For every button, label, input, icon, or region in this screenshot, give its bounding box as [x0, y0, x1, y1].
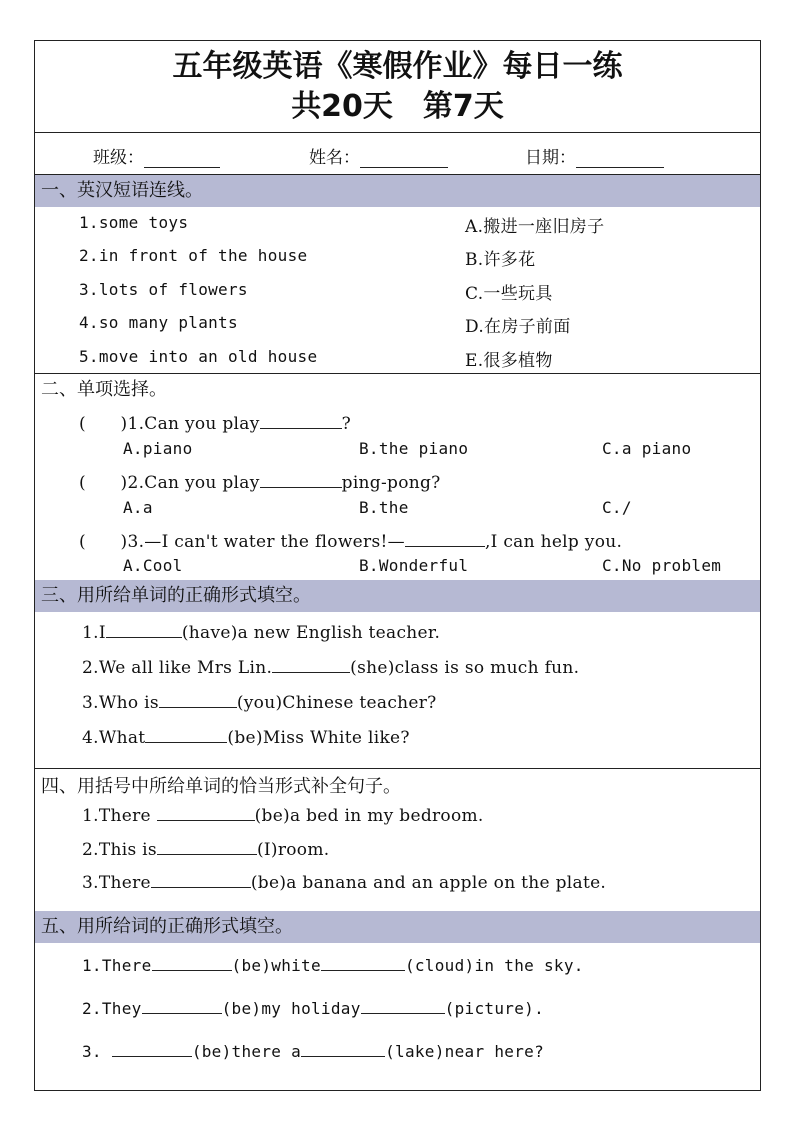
answer-blank[interactable]: [151, 873, 251, 888]
date-blank[interactable]: [576, 151, 664, 168]
answer-blank[interactable]: [361, 999, 445, 1014]
fill-question-3: [82, 873, 606, 893]
question-text: (be)my holiday: [221, 999, 361, 1018]
fill-question-2: [82, 658, 579, 678]
question-text: (be)Miss White like?: [227, 728, 410, 748]
fill-question-2: [82, 840, 329, 860]
question-text: ,I can help you.: [484, 532, 623, 552]
match-right-d: D.在房子前面: [465, 317, 571, 337]
section-2-heading: 二、单项选择。: [41, 379, 167, 400]
match-left-3: 3.lots of flowers: [79, 280, 248, 299]
question-text: (lake)near here?: [385, 1042, 545, 1061]
question-text: (be)a bed in my bedroom.: [254, 806, 484, 826]
question-text: (be)a banana and an apple on the plate.: [250, 873, 607, 893]
question-text: 3.There: [82, 873, 151, 893]
name-label: 姓名：: [309, 148, 360, 168]
answer-blank[interactable]: [106, 623, 182, 638]
answer-blank[interactable]: [405, 532, 485, 547]
question-text: ?: [341, 414, 352, 434]
option-b[interactable]: B.the piano: [359, 439, 469, 458]
answer-blank[interactable]: [145, 728, 227, 743]
question-text: (be)white: [231, 956, 321, 975]
option-a[interactable]: A.piano: [123, 439, 193, 458]
question-text: ( )3.—I can't water the flowers!—: [79, 532, 405, 552]
choice-question-1: [79, 409, 351, 434]
question-text: ( )2.Can you play: [79, 473, 260, 493]
section-4-heading: 四、用括号中所给单词的恰当形式补全句子。: [41, 776, 401, 797]
answer-blank[interactable]: [142, 999, 222, 1014]
class-field[interactable]: [93, 143, 220, 168]
question-text: ping-pong?: [341, 473, 441, 493]
question-text: 2.This is: [82, 840, 157, 860]
section-3-heading: 三、用所给单词的正确形式填空。: [35, 580, 760, 612]
question-text: (I)room.: [256, 840, 330, 860]
question-text: (cloud)in the sky.: [404, 956, 584, 975]
fill-question-4: [82, 728, 410, 748]
match-left-5: 5.move into an old house: [79, 347, 318, 366]
question-text: 3.: [82, 1042, 102, 1061]
fill-question-1: [82, 806, 484, 826]
question-text: (picture).: [444, 999, 544, 1018]
match-right-c: C.一些玩具: [465, 284, 553, 304]
answer-blank[interactable]: [321, 956, 405, 971]
page-title: 五年级英语《寒假作业》每日一练: [172, 49, 623, 84]
student-info-row: [35, 132, 760, 175]
name-field[interactable]: [309, 143, 448, 168]
class-label: 班级：: [93, 148, 144, 168]
choice-question-2: [79, 468, 441, 493]
choice-question-3: [79, 527, 622, 552]
answer-blank[interactable]: [272, 658, 350, 673]
question-text: 1.There: [82, 806, 151, 826]
option-c[interactable]: C.a piano: [602, 439, 692, 458]
question-text: ( )1.Can you play: [79, 414, 260, 434]
fill-question-3: [82, 693, 437, 713]
question-text: 3.Who is: [82, 693, 159, 713]
question-text: (you)Chinese teacher?: [236, 693, 437, 713]
option-c[interactable]: C.No problem: [602, 556, 722, 575]
option-b[interactable]: B.Wonderful: [359, 556, 469, 575]
answer-blank[interactable]: [301, 1042, 385, 1057]
option-c[interactable]: C./: [602, 498, 632, 517]
question-text: (have)a new English teacher.: [181, 623, 441, 643]
answer-blank[interactable]: [152, 956, 232, 971]
answer-blank[interactable]: [157, 840, 257, 855]
fill-question-1: [82, 623, 440, 643]
question-text: 2.They: [82, 999, 142, 1018]
section-1-heading: 一、英汉短语连线。: [35, 175, 760, 207]
answer-blank[interactable]: [157, 806, 255, 821]
option-b[interactable]: B.the: [359, 498, 409, 517]
date-field[interactable]: [525, 143, 664, 168]
fill-question-1: [82, 956, 584, 975]
name-blank[interactable]: [360, 151, 448, 168]
match-left-1: 1.some toys: [79, 213, 189, 232]
question-text: 2.We all like Mrs Lin.: [82, 658, 273, 678]
fill-question-2: [82, 999, 544, 1018]
worksheet: [34, 40, 761, 1091]
question-text: 1.There: [82, 956, 152, 975]
question-text: (she)class is so much fun.: [350, 658, 580, 678]
match-left-2: 2.in front of the house: [79, 246, 308, 265]
match-left-4: 4.so many plants: [79, 313, 238, 332]
page-subtitle: 共20天 第7天: [291, 89, 504, 124]
answer-blank[interactable]: [159, 693, 237, 708]
option-a[interactable]: A.a: [123, 498, 153, 517]
question-text: 1.I: [82, 623, 106, 643]
date-label: 日期：: [525, 148, 576, 168]
match-right-b: B.许多花: [465, 250, 536, 270]
answer-blank[interactable]: [260, 473, 342, 488]
question-text: 4.What: [82, 728, 146, 748]
question-text: (be)there a: [191, 1042, 302, 1061]
match-right-a: A.搬进一座旧房子: [465, 217, 605, 237]
divider: [35, 768, 760, 769]
answer-blank[interactable]: [260, 414, 342, 429]
option-a[interactable]: A.Cool: [123, 556, 183, 575]
section-5-heading: 五、用所给词的正确形式填空。: [35, 911, 760, 943]
match-right-e: E.很多植物: [465, 351, 553, 371]
title-box: [35, 41, 760, 133]
answer-blank[interactable]: [112, 1042, 192, 1057]
class-blank[interactable]: [144, 151, 220, 168]
fill-question-3: [82, 1042, 544, 1061]
